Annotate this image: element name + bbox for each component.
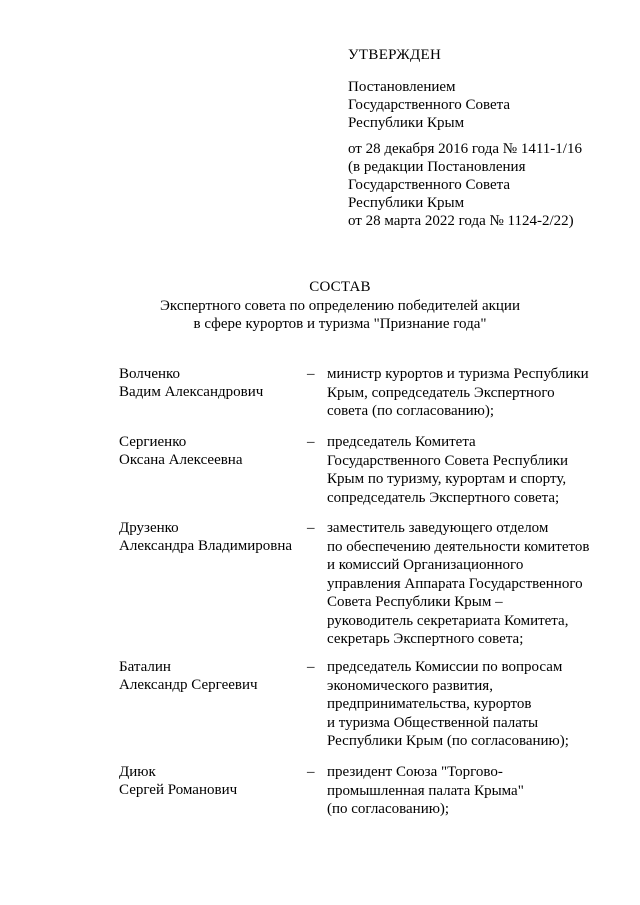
member-role-line: и комиссий Организационного [327, 557, 524, 573]
member-name [119, 519, 304, 555]
member-role [327, 519, 627, 649]
member-role-line: президент Союза "Торгово- [327, 764, 503, 780]
member-role-line: предпринимательства, курортов [327, 696, 532, 712]
member-given-names: Александра Владимировна [119, 538, 293, 554]
approval-issuer-line: Республики Крым [348, 115, 465, 131]
member-surname: Друзенко [119, 520, 179, 536]
member-role-line: председатель Комиссии по вопросам [327, 659, 563, 675]
approval-date-line: от 28 марта 2022 года № 1124-2/22) [348, 213, 574, 229]
document-subtitle-line: в сфере курортов и туризма "Признание года" [193, 316, 487, 332]
member-role-line: по обеспечению деятельности комитетов [327, 538, 590, 555]
member-role [327, 658, 627, 751]
approval-issuer [348, 78, 628, 132]
member-given-names: Александр Сергеевич [119, 677, 258, 693]
member-dash: – [307, 366, 315, 382]
approval-date-line: Республики Крым [348, 195, 465, 211]
member-surname: Диюк [119, 764, 156, 780]
approval-issuer-line: Постановлением [348, 79, 456, 95]
member-dash: – [307, 520, 315, 536]
member-name [119, 658, 304, 694]
member-given-names: Сергей Романович [119, 782, 238, 798]
member-name [119, 433, 304, 469]
member-role-line: Крым по туризму, курортам и спорту, [327, 471, 567, 487]
document-subtitle-line: Экспертного совета по определению победителей акции [160, 298, 520, 314]
member-surname: Баталин [119, 659, 171, 675]
member-dash: – [307, 434, 315, 450]
member-surname: Сергиенко [119, 434, 187, 450]
member-name [119, 365, 304, 401]
member-role [327, 763, 627, 819]
member-role-line: промышленная палата Крыма" [327, 782, 524, 799]
member-role-line: заместитель заведующего отделом [327, 520, 549, 536]
member-given-names: Оксана Алексеевна [119, 452, 243, 468]
document-title: СОСТАВ [309, 279, 371, 295]
member-dash: – [307, 764, 315, 780]
member-role [327, 433, 627, 507]
approval-heading: УТВЕРЖДЕН [348, 47, 442, 63]
member-role-line: министр курортов и туризма Республики [327, 366, 589, 382]
member-name [119, 763, 304, 799]
member-role-line: секретарь Экспертного совета; [327, 631, 524, 647]
member-role-line: управления Аппарата Государственного [327, 575, 583, 592]
member-role-line: Республики Крым (по согласованию); [327, 733, 569, 749]
approval-issuer-line: Государственного Совета [348, 97, 511, 113]
document-title-block [40, 278, 640, 333]
member-role-line: (по согласованию); [327, 801, 450, 817]
member-role [327, 365, 627, 421]
approval-stamp [348, 46, 628, 238]
approval-date-reference [348, 140, 628, 230]
member-role-line: совета (по согласованию); [327, 403, 495, 419]
member-surname: Волченко [119, 366, 181, 382]
member-given-names: Вадим Александрович [119, 384, 264, 400]
member-role-line: руководитель секретариата Комитета, [327, 612, 569, 629]
member-role-line: председатель Комитета [327, 434, 476, 450]
member-role-line: Государственного Совета Республики [327, 452, 569, 469]
member-role-line: Крым, сопредседатель Экспертного [327, 384, 555, 401]
member-role-line: и туризма Общественной палаты [327, 714, 539, 731]
approval-date-line: от 28 декабря 2016 года № 1411-1/16 [348, 141, 582, 157]
member-role-line: экономического развития, [327, 677, 493, 694]
member-dash: – [307, 659, 315, 675]
approval-date-line: (в редакции Постановления [348, 159, 526, 175]
approval-date-line: Государственного Совета [348, 177, 511, 193]
member-role-line: сопредседатель Экспертного совета; [327, 489, 560, 506]
member-role-line: Совета Республики Крым – [327, 594, 503, 610]
